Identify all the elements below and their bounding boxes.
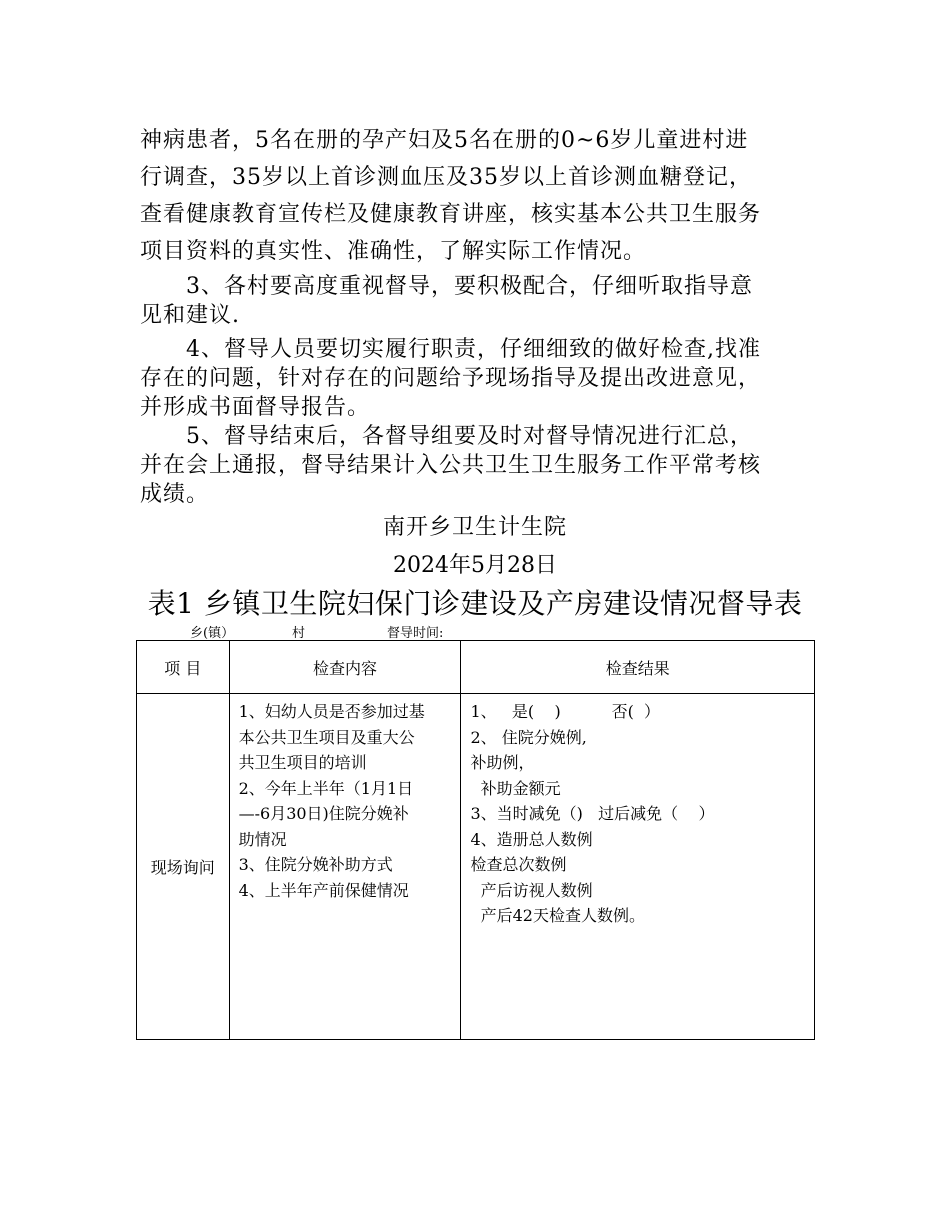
- supervision-table: [136, 640, 815, 1040]
- row-label: 现场询问: [137, 694, 230, 1040]
- signature-date: 2024年5月28日: [393, 553, 557, 578]
- text-line: 4、督导人员要切实履行职责，仔细细致的做好检查,找准: [186, 337, 761, 362]
- paragraph-item-4: [140, 335, 820, 422]
- result-line: 产后访视人数例: [470, 880, 593, 900]
- text-line: 神病患者，5名在册的孕产妇及5名在册的0~6岁儿童进村进: [140, 128, 749, 153]
- result-line: 补助金额元: [470, 778, 561, 798]
- row-content-cell: [229, 694, 461, 1040]
- text-line: 并在会上通报，督导结果计入公共卫生卫生服务工作平常考核: [140, 453, 762, 478]
- result-line: 3、当时减免（) 过后减免（ ）: [470, 804, 715, 823]
- table-meta: [190, 622, 443, 641]
- result-line: 检查总次数例: [470, 855, 567, 874]
- meta-village: 村: [292, 626, 306, 641]
- text-line: 并形成书面督导报告。: [140, 395, 371, 420]
- meta-township: 乡(镇）: [190, 626, 235, 641]
- table-header-row: [137, 641, 815, 694]
- content-line: 本公共卫生项目及重大公: [238, 727, 415, 747]
- text-line: 项目资料的真实性、准确性，了解实际工作情况。: [140, 239, 647, 264]
- table-row: [137, 694, 815, 1040]
- text-line: 3、各村要高度重视督导，要积极配合，仔细听取指导意: [186, 274, 753, 299]
- result-line: 2、 住院分娩例,: [470, 727, 587, 747]
- text-line: 行调查，35岁以上首诊测血压及35岁以上首诊测血糖登记，: [140, 165, 752, 190]
- content-line: 助情况: [238, 829, 287, 849]
- table-title: 表1 乡镇卫生院妇保门诊建设及产房建设情况督导表: [147, 587, 803, 620]
- text-line: 5、督导结束后，各督导组要及时对督导情况进行汇总，: [186, 424, 753, 449]
- result-line: 补助例，: [470, 753, 535, 772]
- content-line: 共卫生项目的培训: [238, 753, 367, 772]
- meta-time: 督导时间:: [387, 626, 444, 641]
- content-line: 4、上半年产前保健情况: [238, 880, 409, 900]
- content-line: —-6月30日)住院分娩补: [238, 804, 409, 823]
- signature-organization: 南开乡卫生计生院: [382, 515, 567, 540]
- text-line: 成绩。: [140, 482, 210, 507]
- text-line: 存在的问题，针对存在的问题给予现场指导及提出改进意见，: [140, 366, 762, 391]
- content-line: 2、今年上半年（1月1日: [238, 778, 414, 798]
- text-line: 查看健康教育宣传栏及健康教育讲座，核实基本公共卫生服务: [140, 202, 762, 227]
- paragraph-item-5: [140, 422, 820, 509]
- result-line: 1、 是( ) 否( ）: [470, 702, 660, 721]
- paragraph-item-3: [140, 272, 820, 330]
- row-result-cell: [461, 694, 815, 1040]
- header-result: 检查结果: [461, 641, 815, 694]
- text-line: 见和建议.: [140, 303, 240, 328]
- content-line: 3、住院分娩补助方式: [238, 855, 393, 874]
- header-content: 检查内容: [229, 641, 461, 694]
- content-line: 1、妇幼人员是否参加过基: [238, 702, 425, 721]
- result-line: 产后42天检查人数例。: [470, 906, 645, 925]
- paragraph-survey: [140, 122, 820, 270]
- header-item: 项 目: [137, 641, 230, 694]
- result-line: 4、造册总人数例: [470, 829, 593, 849]
